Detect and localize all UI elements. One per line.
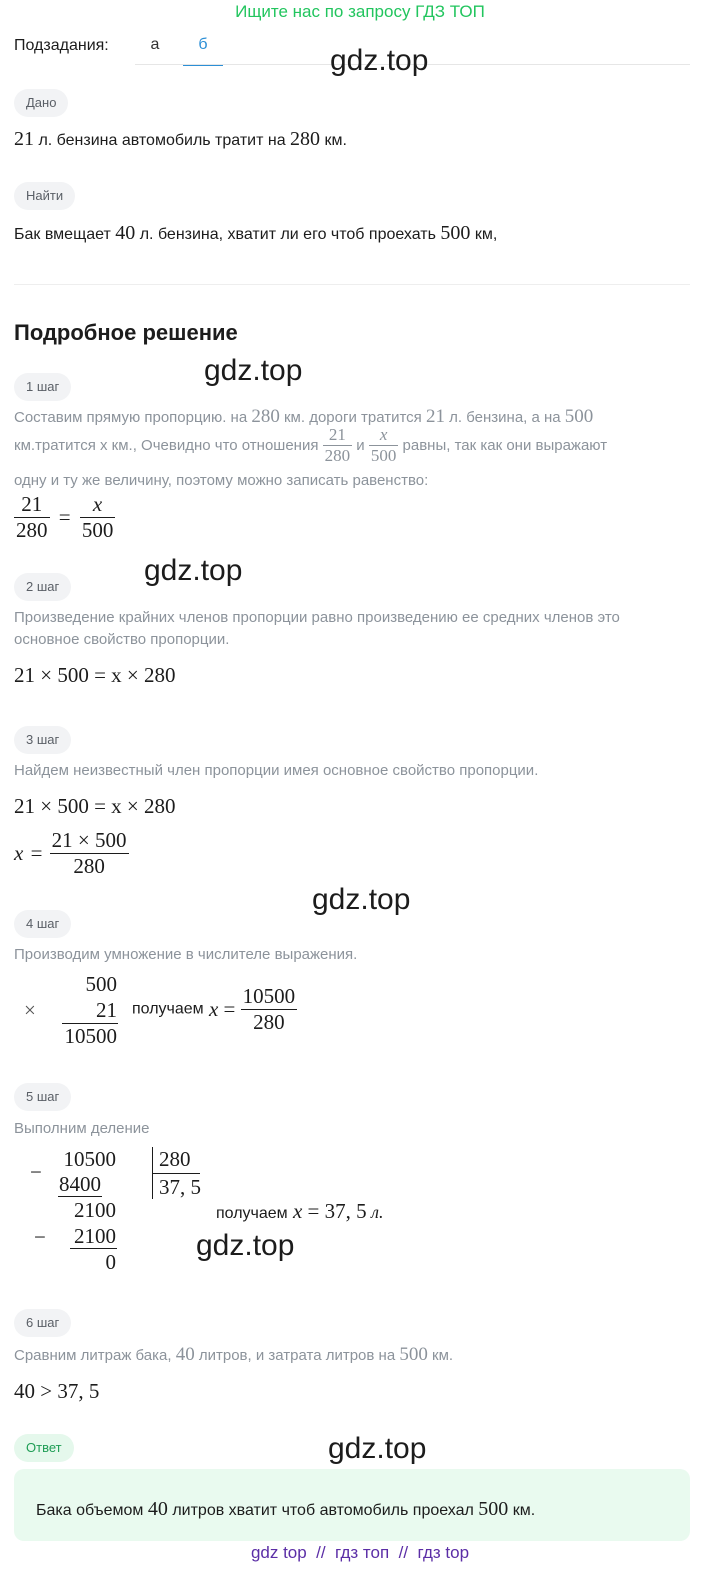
step-1-text: Составим прямую пропорцию. на [14,409,252,426]
find-number-km: 500 [440,222,471,244]
step-6-number: 40 [175,1344,195,1365]
long-division-remainder-1: 2100 [74,1198,116,1222]
fraction-numerator: 21 [14,492,50,518]
step-2-equation: 21 × 500 = x × 280 [14,663,176,687]
step-1-line-2 [14,425,607,466]
step-6-text: км. [427,1347,454,1364]
find-text [14,222,497,245]
fraction-numerator: 21 [323,425,353,446]
find-text-part3: км, [470,226,498,243]
long-division-quotient: 37, 5 [159,1175,201,1199]
step-3-badge: 3 шаг [14,726,71,754]
equals-sign: = [223,997,236,1021]
answer-text [36,1498,535,1521]
step-4-line-1: Производим умножение в числителе выражения. [14,946,358,963]
multiply-operand-a: 500 [85,972,117,996]
step-2-line-2: основное свойство пропорции. [14,631,230,648]
watermark: gdz.top [330,44,429,77]
step-1-equation [14,492,115,543]
answer-number-km: 500 [478,1498,509,1520]
variable-x: x [14,841,24,865]
fraction-numerator: x [80,492,116,518]
step-2-badge: 2 шаг [14,573,71,601]
step-6-line-1 [14,1344,453,1366]
long-division-dividend: 10500 [63,1147,116,1171]
equals-sign: = [30,841,43,865]
multiply-operand-b: 21 [96,998,117,1022]
step-3-fraction [50,828,129,879]
given-text-part1: л. бензина автомобиль тратит на [34,132,291,149]
step-3-equation: 21 × 500 = x × 280 [14,794,176,818]
section-divider [14,284,690,285]
step-1-badge: 1 шаг [14,373,71,401]
answer-number-liters: 40 [147,1498,168,1520]
fraction-denominator: 280 [73,854,105,878]
step-1-number: 280 [251,406,280,427]
answer-text-part1: Бака объемом [36,1502,148,1519]
given-number-liters: 21 [14,128,34,150]
step-5-line-1: Выполним деление [14,1120,150,1137]
long-division-remainder-2: 0 [105,1250,116,1274]
long-division-divisor: 280 [159,1147,191,1171]
step-4-result [132,984,297,1035]
variable-x: x [208,997,219,1021]
step-1-number: 21 [425,406,445,427]
fraction-denominator: 500 [81,518,114,542]
step-1-text: л. бензина, а на [444,409,565,426]
given-text-part2: км. [320,132,347,149]
fraction-numerator: 10500 [242,984,296,1008]
step-1-text: равны, так как они выражают [398,437,608,454]
step-1-text: км. дороги тратится [279,409,426,426]
fraction-denominator: 280 [324,446,351,465]
step-1-line-3: одну и ту же величину, поэтому можно записать равенство: [14,472,429,489]
step-4-badge: 4 шаг [14,910,71,938]
multiply-sign: × [24,998,36,1022]
long-division-subtrahend-2: 2100 [74,1224,116,1248]
step-3-solution [14,828,129,879]
answer-badge: Ответ [14,1434,74,1462]
tab-subtask-a[interactable]: а [150,36,160,53]
result-label: получаем [216,1205,288,1222]
find-text-part1: Бак вмещает [14,226,116,243]
step-1-text: км.тратится х км., Очевидно что отношения [14,437,323,454]
step-6-number: 500 [399,1344,428,1365]
find-badge: Найти [14,182,75,210]
equation-fraction-left [14,492,50,543]
given-text [14,128,347,151]
solution-title: Подробное решение [14,320,238,345]
result-value: 37, 5 [324,1199,367,1223]
answer-text-part2: литров хватит чтоб автомобиль проехал [167,1502,479,1519]
watermark: gdz.top [196,1229,295,1262]
step-4-fraction [241,984,298,1035]
step-6-text: литров, и затрата литров на [194,1347,400,1364]
step-1-text: и [352,437,369,454]
watermark: gdz.top [144,554,243,587]
minus-sign-2: − [34,1225,46,1249]
given-badge: Дано [14,89,68,117]
watermark: gdz.top [204,354,303,387]
division-rule-1 [58,1196,102,1197]
fraction-denominator: 500 [370,446,397,465]
result-unit: л. [366,1202,384,1222]
footer-links[interactable]: gdz top // гдз топ // гдз top [250,1543,470,1562]
tab-subtask-b[interactable]: б [183,32,223,66]
fraction-numerator: x [369,425,399,446]
step-5-result [216,1199,383,1224]
step-1-inline-fraction-2 [369,425,399,466]
step-1-inline-fraction-1 [323,425,353,466]
fraction-numerator: 21 × 500 [51,828,127,852]
step-2-line-1: Произведение крайних членов пропорции равно произведению ее средних членов это [14,609,620,626]
find-text-part2: л. бензина, хватит ли его чтоб проехать [135,226,441,243]
watermark: gdz.top [328,1432,427,1465]
result-label: получаем [132,1000,204,1018]
answer-text-part3: км. [508,1502,536,1519]
equals-sign: = [58,505,71,529]
equation-fraction-right [80,492,116,543]
division-bracket-horizontal [152,1173,200,1174]
subtasks-label: Подзадания: [14,37,109,54]
step-6-equation: 40 > 37, 5 [14,1379,100,1403]
minus-sign-1: − [30,1160,42,1184]
step-1-number: 500 [564,406,594,427]
fraction-denominator: 280 [16,518,48,542]
equals-sign: = [307,1199,320,1223]
step-5-badge: 5 шаг [14,1083,71,1111]
step-3-line-1: Найдем неизвестный член пропорции имея основное свойство пропорции. [14,762,539,779]
promo-banner: Ищите нас по запросу ГДЗ ТОП [235,2,485,21]
variable-x: x [292,1199,303,1223]
find-number-tank: 40 [115,222,136,244]
step-6-text: Сравним литраж бака, [14,1347,176,1364]
division-rule-2 [70,1248,117,1249]
watermark: gdz.top [312,883,411,916]
step-6-badge: 6 шаг [14,1309,71,1337]
fraction-denominator: 280 [253,1010,285,1034]
given-number-km: 280 [290,128,321,150]
long-division-subtrahend-1: 8400 [59,1172,101,1196]
multiply-result: 10500 [64,1024,117,1048]
